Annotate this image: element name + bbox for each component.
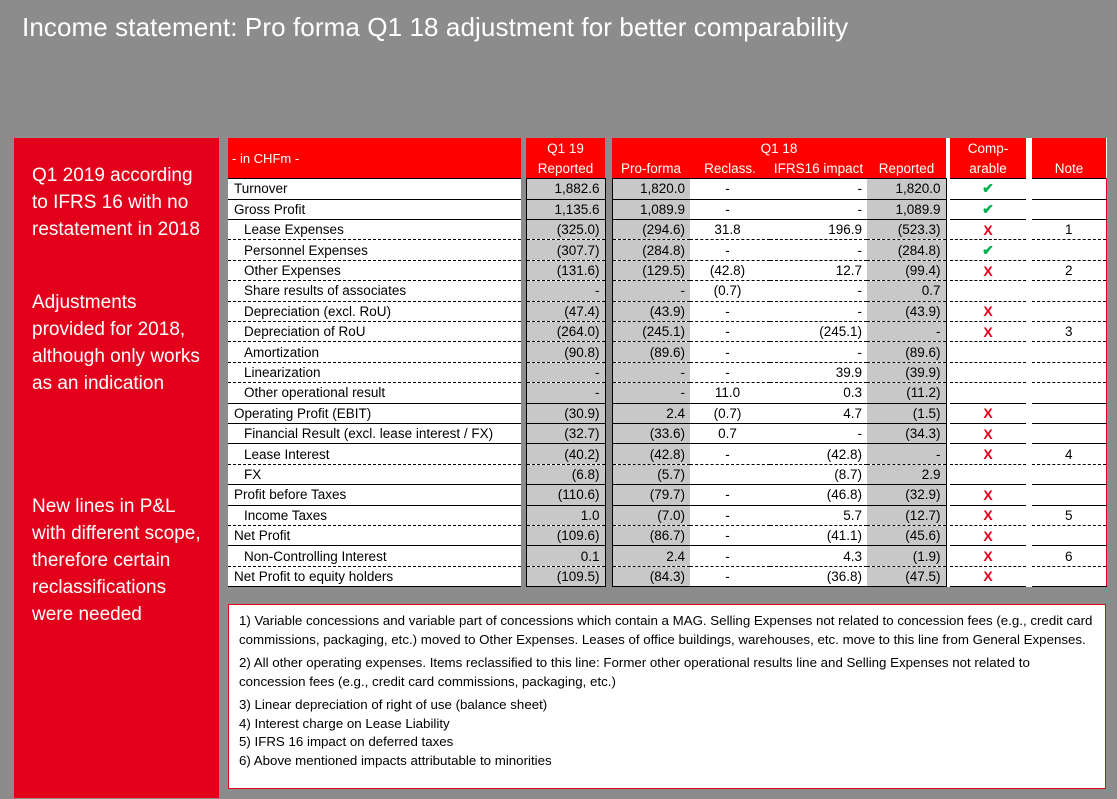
- cell-reported: (89.6): [867, 342, 946, 362]
- cell-reported: 1,089.9: [867, 199, 946, 219]
- table-row: [228, 444, 1106, 464]
- cell-reclass: -: [690, 444, 770, 464]
- comparable-cross-icon: X: [983, 221, 993, 238]
- cell-ifrs16-impact: -: [770, 301, 867, 321]
- cell-ifrs16-impact: (8.7): [770, 464, 867, 484]
- cell-reported: (1.9): [867, 546, 946, 566]
- comparable-cross-icon: X: [983, 323, 993, 340]
- row-label: Depreciation of RoU: [228, 322, 521, 342]
- cell-note: [1032, 485, 1106, 505]
- header-comparable-line1: Comp-: [950, 138, 1026, 158]
- comparable-cross-icon: X: [983, 425, 993, 442]
- cell-note: [1032, 362, 1106, 382]
- header-unit-label: - in CHFm -: [228, 138, 521, 179]
- column-gap-2: [605, 566, 612, 586]
- cell-comparable: [950, 362, 1026, 382]
- header-ifrs16-impact: IFRS16 impact: [770, 158, 867, 178]
- cell-q1-19-reported: 1.0: [526, 505, 605, 525]
- cell-q1-19-reported: (32.7): [526, 423, 605, 443]
- row-label: Gross Profit: [228, 199, 521, 219]
- cell-pro-forma: -: [612, 383, 690, 403]
- table-row: [228, 322, 1106, 342]
- cell-q1-19-reported: (131.6): [526, 260, 605, 280]
- cell-note: [1032, 525, 1106, 545]
- table-row: [228, 566, 1106, 586]
- cell-note: [1032, 383, 1106, 403]
- cell-ifrs16-impact: (46.8): [770, 485, 867, 505]
- cell-ifrs16-impact: 4.7: [770, 403, 867, 423]
- row-label: Non-Controlling Interest: [228, 546, 521, 566]
- cell-pro-forma: (89.6): [612, 342, 690, 362]
- row-label: FX: [228, 464, 521, 484]
- cell-comparable: [950, 240, 1026, 260]
- column-gap-2: [605, 260, 612, 280]
- cell-comparable: [950, 546, 1026, 566]
- cell-q1-19-reported: (325.0): [526, 220, 605, 240]
- comparable-check-icon: ✔: [982, 241, 994, 258]
- cell-pro-forma: (84.3): [612, 566, 690, 586]
- cell-q1-19-reported: -: [526, 281, 605, 301]
- cell-ifrs16-impact: -: [770, 423, 867, 443]
- column-gap-2: [605, 342, 612, 362]
- row-label: Depreciation (excl. RoU): [228, 301, 521, 321]
- header-reclass: Reclass.: [690, 158, 770, 178]
- cell-reported: (32.9): [867, 485, 946, 505]
- cell-pro-forma: (245.1): [612, 322, 690, 342]
- table-header-row-1: [228, 138, 1106, 158]
- cell-note: [1032, 566, 1106, 586]
- table-row: [228, 199, 1106, 219]
- comparable-cross-icon: X: [983, 568, 993, 585]
- cell-q1-19-reported: (307.7): [526, 240, 605, 260]
- footnote-4: 4) Interest charge on Lease Liability: [239, 715, 450, 731]
- comparable-cross-icon: X: [983, 405, 993, 422]
- cell-note: [1032, 179, 1106, 199]
- column-gap-2: [605, 546, 612, 566]
- cell-reclass: -: [690, 362, 770, 382]
- cell-reclass: 11.0: [690, 383, 770, 403]
- cell-pro-forma: (43.9): [612, 301, 690, 321]
- row-label: Net Profit: [228, 525, 521, 545]
- row-label: Lease Interest: [228, 444, 521, 464]
- cell-comparable: [950, 220, 1026, 240]
- cell-comparable: [950, 260, 1026, 280]
- cell-reclass: (0.7): [690, 281, 770, 301]
- cell-note: [1032, 342, 1106, 362]
- cell-reclass: -: [690, 342, 770, 362]
- cell-reclass: -: [690, 505, 770, 525]
- cell-ifrs16-impact: -: [770, 199, 867, 219]
- cell-reported: (11.2): [867, 383, 946, 403]
- cell-reported: (523.3): [867, 220, 946, 240]
- cell-reported: (43.9): [867, 301, 946, 321]
- header-pro-forma: Pro-forma: [612, 158, 690, 178]
- cell-note: 2: [1032, 260, 1106, 280]
- cell-reclass: -: [690, 179, 770, 199]
- header-note: Note: [1032, 158, 1106, 178]
- table-row: [228, 525, 1106, 545]
- cell-reported: 1,820.0: [867, 179, 946, 199]
- cell-pro-forma: 1,089.9: [612, 199, 690, 219]
- cell-reclass: 0.7: [690, 423, 770, 443]
- cell-pro-forma: -: [612, 281, 690, 301]
- table-row: [228, 301, 1106, 321]
- cell-ifrs16-impact: -: [770, 240, 867, 260]
- cell-note: 3: [1032, 322, 1106, 342]
- cell-q1-19-reported: (40.2): [526, 444, 605, 464]
- cell-pro-forma: 2.4: [612, 403, 690, 423]
- cell-note: [1032, 423, 1106, 443]
- cell-reclass: [690, 464, 770, 484]
- cell-reported: (39.9): [867, 362, 946, 382]
- cell-reported: (1.5): [867, 403, 946, 423]
- column-gap-2: [605, 240, 612, 260]
- cell-ifrs16-impact: 5.7: [770, 505, 867, 525]
- cell-pro-forma: (86.7): [612, 525, 690, 545]
- footnote-2: 2) All other operating expenses. Items reclassified to this line: Former other operational results line and Selling Expenses not related to concession fees (e.g., credit card commissions, packaging, etc.): [239, 655, 1030, 689]
- cell-pro-forma: (5.7): [612, 464, 690, 484]
- cell-q1-19-reported: -: [526, 383, 605, 403]
- page-title: Income statement: Pro forma Q1 18 adjustment for better comparability: [22, 12, 849, 42]
- row-label: Financial Result (excl. lease interest / FX): [228, 423, 521, 443]
- table-row: [228, 240, 1106, 260]
- column-gap-2: [605, 444, 612, 464]
- cell-reclass: -: [690, 240, 770, 260]
- row-label: Profit before Taxes: [228, 485, 521, 505]
- column-gap-2: [605, 423, 612, 443]
- table-body: [228, 179, 1106, 587]
- header-group-q1-18: Q1 18: [612, 138, 946, 158]
- cell-comparable: [950, 464, 1026, 484]
- cell-comparable: [950, 199, 1026, 219]
- cell-pro-forma: (33.6): [612, 423, 690, 443]
- table-row: [228, 362, 1106, 382]
- header-note-spacer: [1032, 138, 1106, 158]
- table-row: [228, 342, 1106, 362]
- cell-note: [1032, 464, 1106, 484]
- cell-q1-19-reported: (90.8): [526, 342, 605, 362]
- cell-note: [1032, 199, 1106, 219]
- cell-pro-forma: (129.5): [612, 260, 690, 280]
- cell-q1-19-reported: 1,882.6: [526, 179, 605, 199]
- cell-comparable: [950, 301, 1026, 321]
- cell-q1-19-reported: (30.9): [526, 403, 605, 423]
- cell-note: 4: [1032, 444, 1106, 464]
- row-label: Net Profit to equity holders: [228, 566, 521, 586]
- income-statement-table: [228, 138, 1107, 587]
- cell-ifrs16-impact: 12.7: [770, 260, 867, 280]
- side-note-3: New lines in P&L with different scope, therefore certain reclassifications were needed: [32, 496, 201, 625]
- cell-reclass: -: [690, 199, 770, 219]
- cell-ifrs16-impact: (42.8): [770, 444, 867, 464]
- cell-pro-forma: (79.7): [612, 485, 690, 505]
- cell-comparable: [950, 423, 1026, 443]
- cell-ifrs16-impact: (245.1): [770, 322, 867, 342]
- row-label: Share results of associates: [228, 281, 521, 301]
- cell-comparable: [950, 566, 1026, 586]
- cell-reported: (12.7): [867, 505, 946, 525]
- cell-ifrs16-impact: 0.3: [770, 383, 867, 403]
- comparable-check-icon: ✔: [982, 180, 994, 197]
- column-gap-2: [605, 301, 612, 321]
- row-label: Linearization: [228, 362, 521, 382]
- cell-reclass: (42.8): [690, 260, 770, 280]
- cell-note: 1: [1032, 220, 1106, 240]
- footnote-1: 1) Variable concessions and variable part of concessions which contain a MAG. Selling Expenses not related to concession fees (e.g., credit card commissions, packaging, etc.) moved to Other Expenses. Leases of office buildings, warehouses, etc. move to this line from General Expenses.: [239, 613, 1093, 647]
- comparable-cross-icon: X: [983, 303, 993, 320]
- footnote-5: 5) IFRS 16 impact on deferred taxes: [239, 734, 454, 750]
- column-gap-2: [605, 322, 612, 342]
- cell-ifrs16-impact: -: [770, 281, 867, 301]
- cell-q1-19-reported: (264.0): [526, 322, 605, 342]
- table-row: [228, 260, 1106, 280]
- column-gap-2: [605, 525, 612, 545]
- cell-q1-19-reported: -: [526, 362, 605, 382]
- header-reported: Reported: [867, 158, 946, 178]
- header-q1-19-line2: Reported: [526, 158, 605, 178]
- comparable-cross-icon: X: [983, 262, 993, 279]
- row-label: Operating Profit (EBIT): [228, 403, 521, 423]
- cell-q1-19-reported: (47.4): [526, 301, 605, 321]
- column-gap-2: [605, 138, 612, 179]
- cell-ifrs16-impact: (36.8): [770, 566, 867, 586]
- column-gap-2: [605, 505, 612, 525]
- cell-q1-19-reported: (110.6): [526, 485, 605, 505]
- row-label: Lease Expenses: [228, 220, 521, 240]
- cell-comparable: [950, 525, 1026, 545]
- column-gap-2: [605, 485, 612, 505]
- cell-pro-forma: (42.8): [612, 444, 690, 464]
- table-row: [228, 546, 1106, 566]
- table-row: [228, 281, 1106, 301]
- cell-pro-forma: (7.0): [612, 505, 690, 525]
- cell-comparable: [950, 383, 1026, 403]
- comparable-check-icon: ✔: [982, 200, 994, 217]
- table-row: [228, 179, 1106, 199]
- column-gap-2: [605, 464, 612, 484]
- cell-pro-forma: 2.4: [612, 546, 690, 566]
- cell-q1-19-reported: 0.1: [526, 546, 605, 566]
- cell-ifrs16-impact: 196.9: [770, 220, 867, 240]
- cell-q1-19-reported: (109.6): [526, 525, 605, 545]
- cell-pro-forma: (294.6): [612, 220, 690, 240]
- cell-reclass: 31.8: [690, 220, 770, 240]
- side-note-1: Q1 2019 according to IFRS 16 with no restatement in 2018: [32, 165, 200, 240]
- cell-q1-19-reported: (109.5): [526, 566, 605, 586]
- table-row: [228, 464, 1106, 484]
- cell-comparable: [950, 505, 1026, 525]
- cell-note: [1032, 281, 1106, 301]
- table-row: [228, 505, 1106, 525]
- cell-note: [1032, 240, 1106, 260]
- table-row: [228, 423, 1106, 443]
- row-label: Turnover: [228, 179, 521, 199]
- row-label: Personnel Expenses: [228, 240, 521, 260]
- cell-reported: -: [867, 322, 946, 342]
- cell-comparable: [950, 403, 1026, 423]
- cell-reclass: -: [690, 566, 770, 586]
- cell-note: 6: [1032, 546, 1106, 566]
- table-row: [228, 403, 1106, 423]
- cell-reported: (284.8): [867, 240, 946, 260]
- cell-ifrs16-impact: (41.1): [770, 525, 867, 545]
- cell-comparable: [950, 444, 1026, 464]
- comparable-cross-icon: X: [983, 548, 993, 564]
- cell-comparable: [950, 485, 1026, 505]
- column-gap-2: [605, 383, 612, 403]
- cell-reported: 2.9: [867, 464, 946, 484]
- header-q1-19-line1: Q1 19: [526, 138, 605, 158]
- cell-reported: (47.5): [867, 566, 946, 586]
- cell-ifrs16-impact: -: [770, 342, 867, 362]
- cell-reported: (34.3): [867, 423, 946, 443]
- cell-ifrs16-impact: 4.3: [770, 546, 867, 566]
- row-label: Amortization: [228, 342, 521, 362]
- cell-reclass: -: [690, 301, 770, 321]
- cell-comparable: [950, 342, 1026, 362]
- table-row: [228, 485, 1106, 505]
- cell-reclass: -: [690, 485, 770, 505]
- row-label: Other Expenses: [228, 260, 521, 280]
- cell-ifrs16-impact: -: [770, 179, 867, 199]
- cell-reported: 0.7: [867, 281, 946, 301]
- cell-ifrs16-impact: 39.9: [770, 362, 867, 382]
- footnote-6: 6) Above mentioned impacts attributable to minorities: [239, 752, 552, 768]
- side-note-2: Adjustments provided for 2018, although only works as an indication: [32, 292, 200, 394]
- income-statement-table-wrapper: [228, 138, 1106, 587]
- cell-comparable: [950, 179, 1026, 199]
- header-comparable-line2: arable: [950, 158, 1026, 178]
- cell-reclass: -: [690, 525, 770, 545]
- column-gap-2: [605, 179, 612, 199]
- footnote-3: 3) Linear depreciation of right of use (balance sheet): [239, 697, 548, 712]
- row-label: Income Taxes: [228, 505, 521, 525]
- cell-note: [1032, 301, 1106, 321]
- cell-note: 5: [1032, 505, 1106, 525]
- table-row: [228, 383, 1106, 403]
- cell-reported: (99.4): [867, 260, 946, 280]
- cell-q1-19-reported: (6.8): [526, 464, 605, 484]
- cell-comparable: [950, 322, 1026, 342]
- cell-reclass: -: [690, 546, 770, 566]
- column-gap-2: [605, 220, 612, 240]
- cell-comparable: [950, 281, 1026, 301]
- column-gap-2: [605, 362, 612, 382]
- cell-note: [1032, 403, 1106, 423]
- comparable-cross-icon: X: [983, 486, 993, 503]
- cell-pro-forma: -: [612, 362, 690, 382]
- column-gap-2: [605, 403, 612, 423]
- footnotes-box: [228, 604, 1106, 789]
- column-gap-2: [605, 199, 612, 219]
- cell-pro-forma: 1,820.0: [612, 179, 690, 199]
- row-label: Other operational result: [228, 383, 521, 403]
- side-callout-panel: [14, 138, 219, 798]
- cell-q1-19-reported: 1,135.6: [526, 199, 605, 219]
- column-gap-2: [605, 281, 612, 301]
- cell-reported: (45.6): [867, 525, 946, 545]
- cell-reclass: (0.7): [690, 403, 770, 423]
- cell-reported: -: [867, 444, 946, 464]
- table-row: [228, 220, 1106, 240]
- comparable-cross-icon: X: [983, 507, 993, 524]
- cell-pro-forma: (284.8): [612, 240, 690, 260]
- table-header: [228, 138, 1106, 179]
- comparable-cross-icon: X: [983, 527, 993, 544]
- comparable-cross-icon: X: [983, 446, 993, 463]
- cell-reclass: -: [690, 322, 770, 342]
